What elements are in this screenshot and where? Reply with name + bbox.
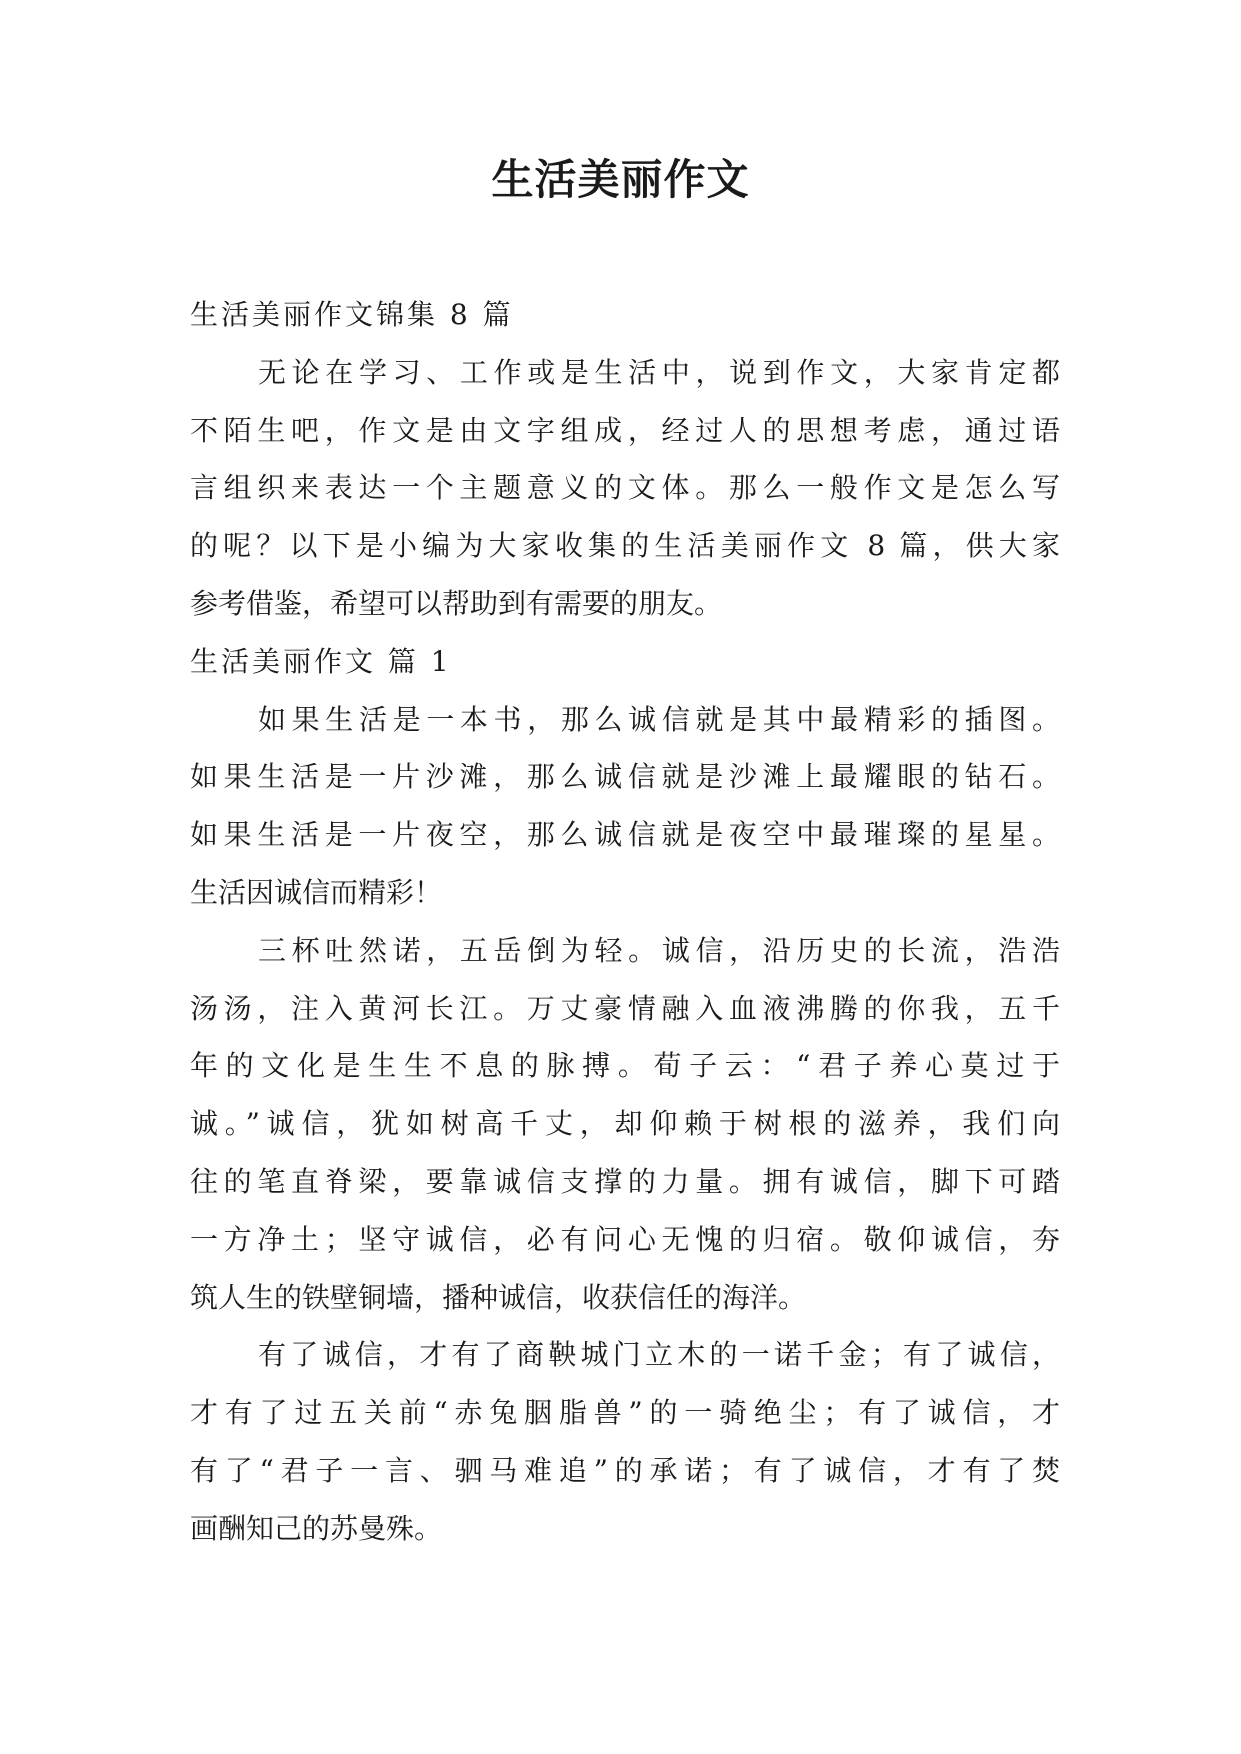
paragraph-line: 生活因诚信而精彩！ xyxy=(190,875,443,909)
paragraph-line: 有了诚信，才有了商鞅城门立木的一诺千金；有了诚信， xyxy=(258,1338,1060,1372)
intro-line: 言组织来表达一个主题意义的文体。那么一般作文是怎么写 xyxy=(190,471,1060,505)
paragraph-line: 往的笔直脊梁，要靠诚信支撑的力量。拥有诚信，脚下可踏 xyxy=(190,1164,1060,1198)
paragraph-line: 诚。”诚信，犹如树高千丈，却仰赖于树根的滋养，我们向 xyxy=(190,1107,1060,1141)
intro-line: 不陌生吧，作文是由文字组成，经过人的思想考虑，通过语 xyxy=(190,413,1060,447)
paragraph-line: 一方净土；坚守诚信，必有问心无愧的归宿。敬仰诚信，夯 xyxy=(190,1222,1060,1256)
intro-line: 无论在学习、工作或是生活中，说到作文，大家肯定都 xyxy=(258,355,1060,389)
paragraph-line: 如果生活是一本书，那么诚信就是其中最精彩的插图。 xyxy=(258,702,1060,736)
paragraph-line: 如果生活是一片夜空，那么诚信就是夜空中最璀璨的星星。 xyxy=(190,818,1060,852)
paragraph-line: 三杯吐然诺，五岳倒为轻。诚信，沿历史的长流，浩浩 xyxy=(258,933,1060,967)
paragraph-line: 汤汤，注入黄河长江。万丈豪情融入血液沸腾的你我，五千 xyxy=(190,991,1060,1025)
intro-line: 参考借鉴，希望可以帮助到有需要的朋友。 xyxy=(190,586,723,620)
paragraph-line: 画酬知己的苏曼殊。 xyxy=(190,1511,443,1545)
paragraph-line: 有了“君子一言、驷马难追”的承诺；有了诚信，才有了焚 xyxy=(190,1453,1060,1487)
paragraph-line: 年的文化是生生不息的脉搏。荀子云：“君子养心莫过于 xyxy=(190,1049,1060,1083)
section-heading: 生活美丽作文 篇 1 xyxy=(190,644,452,678)
document-body xyxy=(190,286,1060,1558)
document-title: 生活美丽作文 xyxy=(491,155,750,204)
paragraph-line: 筑人生的铁壁铜墙，播种诚信，收获信任的海洋。 xyxy=(190,1280,807,1314)
paragraph-line: 如果生活是一片沙滩，那么诚信就是沙滩上最耀眼的钻石。 xyxy=(190,760,1060,794)
paragraph-line: 才有了过五关前“赤兔胭脂兽”的一骑绝尘；有了诚信，才 xyxy=(190,1396,1060,1430)
intro-line: 的呢？以下是小编为大家收集的生活美丽作文 8 篇，供大家 xyxy=(190,529,1060,563)
collection-heading: 生活美丽作文锦集 8 篇 xyxy=(190,298,514,331)
